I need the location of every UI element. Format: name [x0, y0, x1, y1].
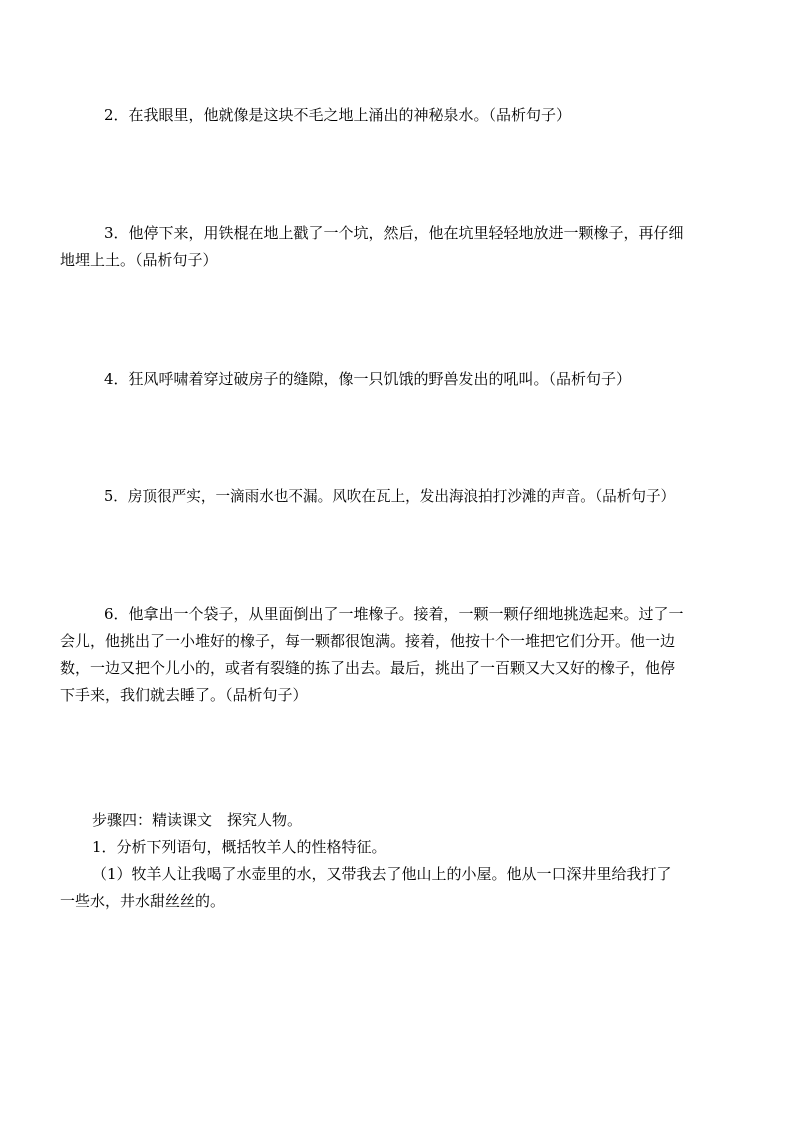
step-4-sub-item-line-1: （1）牧羊人让我喝了水壶里的水，又带我去了他山上的小屋。他从一口深井里给我打了: [92, 865, 672, 883]
step-4-section: [60, 807, 736, 915]
question-4: [60, 366, 736, 393]
question-6-line-4: 下手来，我们就去睡了。（品析句子）: [60, 686, 308, 704]
question-6: [60, 601, 736, 709]
question-5: [60, 483, 736, 510]
question-5-line-1: 5．房顶很严实，一滴雨水也不漏。风吹在瓦上，发出海浪拍打沙滩的声音。（品析句子）: [104, 488, 676, 505]
question-6-line-1: 6．他拿出一个袋子，从里面倒出了一堆橡子。接着，一颗一颗仔细地挑选起来。过了一: [104, 605, 684, 623]
question-6-line-3: 数，一边又把个儿小的，或者有裂缝的拣了出去。最后，挑出了一百颗又大又好的橡子，他停: [60, 659, 676, 677]
step-4-task: 1．分析下列语句，概括牧羊人的性格特征。: [92, 838, 387, 856]
question-3-line-1: 3．他停下来，用铁棍在地上戳了一个坑，然后，他在坑里轻轻地放进一颗橡子，再仔细: [104, 224, 684, 242]
question-3-line-2: 地埋上土。（品析句子）: [60, 251, 218, 269]
question-2-line-1: 2．在我眼里，他就像是这块不毛之地上涌出的神秘泉水。（品析句子）: [104, 106, 572, 124]
question-4-line-1: 4．狂风呼啸着穿过破房子的缝隙，像一只饥饿的野兽发出的吼叫。（品析句子）: [104, 370, 632, 388]
step-4-sub-item-line-2: 一些水，井水甜丝丝的。: [60, 892, 226, 910]
question-3: [60, 220, 736, 274]
step-4-heading: 步骤四：精读课文 探究人物。: [92, 811, 303, 829]
question-6-line-2: 会儿，他挑出了一小堆好的橡子，每一颗都很饱满。接着，他按十个一堆把它们分开。他一边: [60, 632, 676, 650]
question-2: [60, 102, 736, 129]
